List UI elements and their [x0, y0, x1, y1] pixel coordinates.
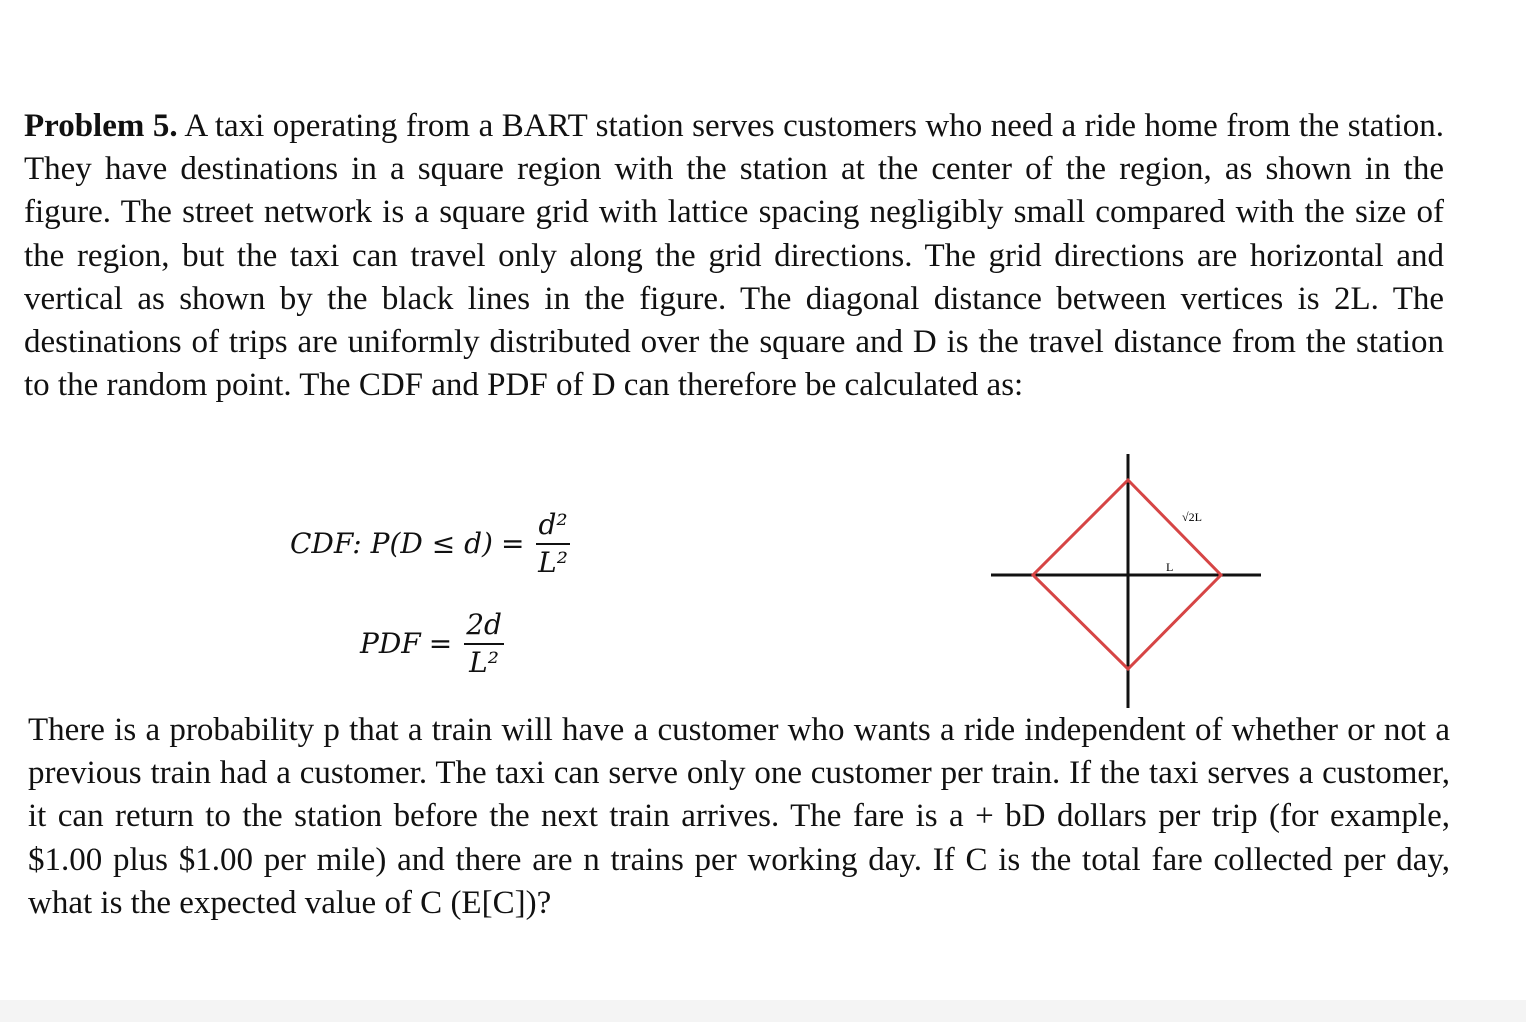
problem-label: Problem 5.: [24, 108, 178, 144]
pdf-denominator: L²: [469, 646, 499, 679]
cdf-formula: [290, 508, 570, 579]
service-region-figure: [985, 450, 1275, 712]
cdf-lhs: CDF: P(D ≤ d): [290, 527, 493, 560]
problem-intro-text: A taxi operating from a BART station serves customers who need a ride home from the station. They have destinations in a square region with the station at the center of the region, as shown in the figure. The street network is a square grid with lattice spacing negligibly small compared with the size of the region, but the taxi can travel only along the grid directions. The grid directions are horizontal and vertical as shown by the black lines in the figure. The diagonal distance between vertices is 2L. The destinations of trips are uniformly distributed over the square and D is the travel distance from the station to the random point. The CDF and PDF of D can therefore be calculated as:: [24, 108, 1444, 404]
pdf-lhs: PDF: [360, 627, 421, 660]
cdf-denominator: L²: [538, 546, 568, 579]
problem-intro-paragraph: [24, 105, 1444, 407]
pdf-equals: =: [428, 627, 453, 660]
pdf-fraction: [464, 608, 504, 679]
problem-followup-paragraph: There is a probability p that a train will have a customer who wants a ride independent of whether or not a previous train had a customer. The taxi can serve only one customer per train. If the taxi serves a customer, it can return to the station before the next train arrives. The fare is a + bD dollars per trip (for example, $1.00 plus $1.00 per mile) and there are n trains per working day. If C is the total fare collected per day, what is the expected value of C (E[C])?: [28, 712, 1450, 921]
page-bottom-edge: [0, 1000, 1526, 1022]
diagonal-side-label: √2L: [1182, 510, 1202, 524]
cdf-equals: =: [500, 527, 525, 560]
cdf-fraction: [536, 508, 569, 579]
pdf-numerator: 2d: [464, 608, 504, 645]
pdf-formula: [360, 608, 504, 679]
cdf-numerator: d²: [536, 508, 569, 545]
half-diagonal-label: L: [1166, 560, 1174, 574]
